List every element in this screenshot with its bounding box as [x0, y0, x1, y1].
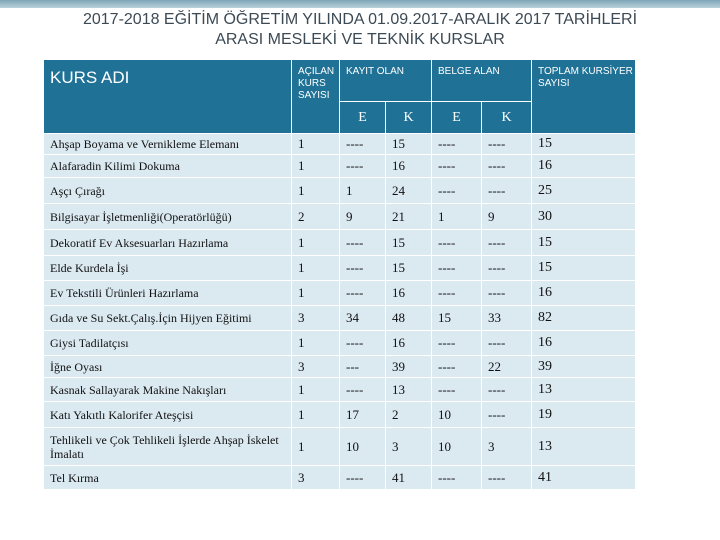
header-belge-e: E	[432, 102, 482, 134]
belge-k-cell: ----	[482, 155, 532, 178]
acilan-kurs-cell: 3	[292, 466, 340, 490]
belge-e-cell: ----	[432, 155, 482, 178]
title-line-1: 2017-2018 EĞİTİM ÖĞRETİM YILINDA 01.09.2017-ARALIK 2017 TARİHLERİ	[82, 11, 638, 28]
belge-k-cell: ----	[482, 331, 532, 356]
kayit-e-cell: ----	[340, 466, 386, 490]
table-row	[44, 178, 636, 204]
belge-k-cell: 9	[482, 204, 532, 230]
course-name: İğne Oyası	[44, 356, 292, 378]
belge-e-cell: ----	[432, 378, 482, 402]
kayit-e-cell: ----	[340, 378, 386, 402]
belge-e-cell: ----	[432, 178, 482, 204]
kayit-e-cell: 10	[340, 428, 386, 466]
belge-k-cell: ----	[482, 134, 532, 155]
kayit-k-cell: 39	[386, 356, 432, 378]
toplam-cell: 82	[532, 306, 636, 331]
acilan-kurs-cell: 2	[292, 204, 340, 230]
acilan-kurs-cell: 1	[292, 230, 340, 256]
belge-e-cell: ----	[432, 134, 482, 155]
header-acilan-kurs-sayisi: AÇILAN KURS SAYISI	[292, 60, 340, 134]
header-kurs-adi: KURS ADI	[44, 60, 292, 134]
toplam-cell: 13	[532, 428, 636, 466]
course-name: Katı Yakıtlı Kalorifer Ateşçisi	[44, 402, 292, 428]
course-name: Alafaradin Kilimi Dokuma	[44, 155, 292, 178]
kayit-e-cell: 34	[340, 306, 386, 331]
acilan-kurs-cell: 3	[292, 306, 340, 331]
belge-e-cell: 10	[432, 428, 482, 466]
acilan-kurs-cell: 1	[292, 256, 340, 281]
table-row	[44, 402, 636, 428]
kayit-k-cell: 15	[386, 230, 432, 256]
toplam-cell: 30	[532, 204, 636, 230]
acilan-kurs-cell: 1	[292, 331, 340, 356]
kayit-k-cell: 15	[386, 256, 432, 281]
kayit-e-cell: 17	[340, 402, 386, 428]
kayit-k-cell: 24	[386, 178, 432, 204]
belge-e-cell: ----	[432, 281, 482, 306]
table-row	[44, 356, 636, 378]
acilan-kurs-cell: 1	[292, 428, 340, 466]
table-row	[44, 204, 636, 230]
course-name: Dekoratif Ev Aksesuarları Hazırlama	[44, 230, 292, 256]
table-row	[44, 466, 636, 490]
belge-e-cell: ----	[432, 331, 482, 356]
course-name: Ahşap Boyama ve Vernikleme Elemanı	[44, 134, 292, 155]
kayit-k-cell: 16	[386, 155, 432, 178]
belge-k-cell: ----	[482, 402, 532, 428]
belge-e-cell: 10	[432, 402, 482, 428]
kayit-e-cell: ----	[340, 155, 386, 178]
toplam-cell: 19	[532, 402, 636, 428]
belge-k-cell: ----	[482, 256, 532, 281]
kayit-k-cell: 3	[386, 428, 432, 466]
title-line-2: ARASI MESLEKİ VE TEKNİK KURSLAR	[215, 31, 505, 48]
toplam-cell: 15	[532, 230, 636, 256]
course-name: Tehlikeli ve Çok Tehlikeli İşlerde Ahşap İskelet İmalatı	[44, 428, 292, 466]
belge-e-cell: ----	[432, 356, 482, 378]
kayit-k-cell: 2	[386, 402, 432, 428]
belge-e-cell: ----	[432, 256, 482, 281]
header-kayit-e: E	[340, 102, 386, 134]
page-title	[0, 10, 720, 50]
kayit-e-cell: ----	[340, 134, 386, 155]
course-name: Kasnak Sallayarak Makine Nakışları	[44, 378, 292, 402]
toplam-cell: 41	[532, 466, 636, 490]
belge-e-cell: 15	[432, 306, 482, 331]
course-name: Gıda ve Su Sekt.Çalış.İçin Hijyen Eğitimi	[44, 306, 292, 331]
kayit-k-cell: 21	[386, 204, 432, 230]
table-row	[44, 428, 636, 466]
toplam-cell: 15	[532, 134, 636, 155]
table-row	[44, 155, 636, 178]
table-row	[44, 134, 636, 155]
table-row	[44, 230, 636, 256]
acilan-kurs-cell: 1	[292, 178, 340, 204]
header-kayit-k: K	[386, 102, 432, 134]
belge-k-cell: ----	[482, 230, 532, 256]
kayit-e-cell: ---	[340, 356, 386, 378]
belge-e-cell: ----	[432, 466, 482, 490]
header-toplam-kursiyer-sayisi: TOPLAM KURSİYER SAYISI	[532, 60, 636, 134]
kayit-k-cell: 13	[386, 378, 432, 402]
kayit-e-cell: 1	[340, 178, 386, 204]
kayit-k-cell: 15	[386, 134, 432, 155]
acilan-kurs-cell: 1	[292, 155, 340, 178]
belge-k-cell: ----	[482, 378, 532, 402]
kayit-k-cell: 16	[386, 331, 432, 356]
acilan-kurs-cell: 1	[292, 378, 340, 402]
kayit-k-cell: 16	[386, 281, 432, 306]
course-name: Aşçı Çırağı	[44, 178, 292, 204]
acilan-kurs-cell: 1	[292, 402, 340, 428]
table-row	[44, 378, 636, 402]
course-name: Ev Tekstili Ürünleri Hazırlama	[44, 281, 292, 306]
course-name: Elde Kurdela İşi	[44, 256, 292, 281]
acilan-kurs-cell: 1	[292, 281, 340, 306]
toplam-cell: 15	[532, 256, 636, 281]
belge-k-cell: ----	[482, 466, 532, 490]
top-decorative-bar	[0, 0, 720, 8]
header-belge-alan: BELGE ALAN	[432, 60, 532, 102]
course-name: Bilgisayar İşletmenliği(Operatörlüğü)	[44, 204, 292, 230]
kayit-k-cell: 41	[386, 466, 432, 490]
kayit-e-cell: ----	[340, 281, 386, 306]
belge-k-cell: 3	[482, 428, 532, 466]
toplam-cell: 13	[532, 378, 636, 402]
toplam-cell: 39	[532, 356, 636, 378]
belge-k-cell: 33	[482, 306, 532, 331]
kayit-e-cell: ----	[340, 230, 386, 256]
toplam-cell: 16	[532, 331, 636, 356]
courses-table	[44, 60, 636, 490]
kayit-k-cell: 48	[386, 306, 432, 331]
belge-k-cell: ----	[482, 281, 532, 306]
toplam-cell: 16	[532, 281, 636, 306]
table-row	[44, 256, 636, 281]
kayit-e-cell: ----	[340, 331, 386, 356]
header-belge-k: K	[482, 102, 532, 134]
table-row	[44, 306, 636, 331]
course-name: Tel Kırma	[44, 466, 292, 490]
kayit-e-cell: ----	[340, 256, 386, 281]
acilan-kurs-cell: 1	[292, 134, 340, 155]
table-row	[44, 331, 636, 356]
table-row	[44, 281, 636, 306]
toplam-cell: 25	[532, 178, 636, 204]
belge-k-cell: ----	[482, 178, 532, 204]
toplam-cell: 16	[532, 155, 636, 178]
acilan-kurs-cell: 3	[292, 356, 340, 378]
header-kayit-olan: KAYIT OLAN	[340, 60, 432, 102]
belge-e-cell: ----	[432, 230, 482, 256]
belge-k-cell: 22	[482, 356, 532, 378]
kayit-e-cell: 9	[340, 204, 386, 230]
belge-e-cell: 1	[432, 204, 482, 230]
course-name: Giysi Tadilatçısı	[44, 331, 292, 356]
